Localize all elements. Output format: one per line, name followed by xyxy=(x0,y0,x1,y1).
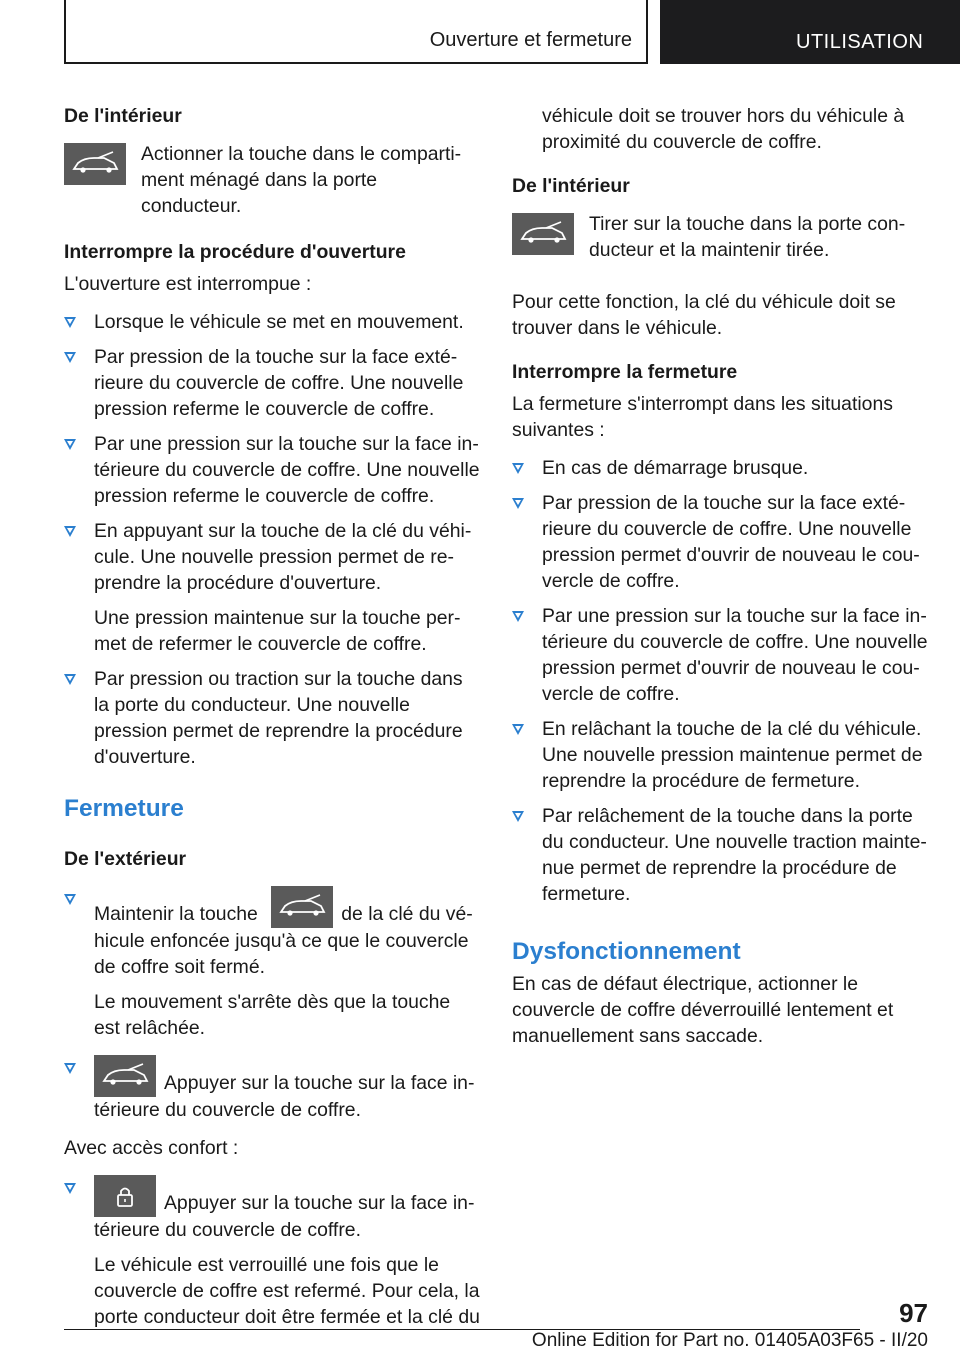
right-column xyxy=(512,103,928,1061)
list-item xyxy=(64,431,480,509)
list-triangle-icon xyxy=(64,674,76,685)
paragraph-dysfonctionnement: En cas de défaut électrique, actionner le couvercle de coffre déverrouillé lentement et manuellement sans saccade. xyxy=(512,973,894,1047)
header-chapter-tab xyxy=(660,0,960,64)
paragraph-fermeture-interrompt: La fermeture s'interrompt dans les situations suivantes : xyxy=(512,393,893,441)
list-triangle-icon xyxy=(64,439,76,450)
list-triangle-icon xyxy=(512,498,524,509)
page-number: 97 xyxy=(899,1298,928,1328)
heading-fermeture: Fermeture xyxy=(64,795,184,822)
car-tailgate-icon xyxy=(271,886,333,928)
list-item-text: En cas de démarrage brusque. xyxy=(542,457,809,479)
list-item-text: Lorsque le véhicule se met en mouvement. xyxy=(94,311,464,333)
list-triangle-icon xyxy=(512,611,524,622)
list-item xyxy=(64,666,480,770)
list-item-continuation: Le véhicule est verrouillé une fois que le couvercle de coffre est refermé. Pour cela, la porte conducteur doit être fermée et la clé du xyxy=(94,1254,480,1328)
list-item xyxy=(512,455,928,481)
list-triangle-icon xyxy=(64,1183,76,1194)
list-triangle-icon xyxy=(512,463,524,474)
paragraph-acces-confort: Avec accès confort : xyxy=(64,1137,239,1159)
list-item-text: Appuyer sur la touche sur la face intérieure du couvercle de coffre. xyxy=(94,1072,475,1121)
list-acces-confort xyxy=(64,1175,480,1330)
list-interruption-ouverture xyxy=(64,309,480,770)
icon-instruction-text: Actionner la touche dans le compartiment ménagé dans la porte conducteur. xyxy=(141,143,462,217)
list-item-text: Par relâchement de la touche dans la porte du conducteur. Une nouvelle traction maintenue permet de reprendre la procédure de fermeture. xyxy=(542,805,927,905)
list-item-text: Par pression ou traction sur la touche dans la porte du conducteur. Une nouvelle pression permet de reprendre la procédure d'ouverture. xyxy=(94,668,463,768)
list-item-text: Appuyer sur la touche sur la face intérieure du couvercle de coffre. xyxy=(94,1192,475,1241)
list-triangle-icon xyxy=(512,811,524,822)
list-item-text: Par une pression sur la touche sur la face intérieure du couvercle de coffre. Une nouvelle pression permet d'ouvrir de nouveau le couvercle de coffre. xyxy=(542,605,928,705)
list-item-text: En relâchant la touche de la clé du véhicule. Une nouvelle pression maintenue permet de reprendre la procédure de fermeture. xyxy=(542,718,923,792)
left-column xyxy=(64,103,480,1342)
icon-instruction xyxy=(64,141,480,219)
list-item xyxy=(64,886,480,1041)
footer-edition: Online Edition for Part no. 01405A03F65 - II/20 xyxy=(531,1330,928,1351)
header-section-title: Ouverture et fermeture xyxy=(429,29,632,51)
paragraph-fonction: Pour cette fonction, la clé du véhicule doit se trouver dans le véhicule. xyxy=(512,291,896,339)
subheading-interieur: De l'intérieur xyxy=(512,175,630,197)
subheading-interieur: De l'intérieur xyxy=(64,105,182,127)
car-tailgate-icon xyxy=(512,213,574,255)
list-fermeture-exterieur xyxy=(64,886,480,1123)
list-item xyxy=(512,603,928,707)
subheading-exterieur: De l'extérieur xyxy=(64,848,187,870)
list-item-text: En appuyant sur la touche de la clé du véhicule. Une nouvelle pression permet de reprendre la procédure d'ouverture. xyxy=(94,520,472,594)
list-item xyxy=(64,309,480,335)
list-triangle-icon xyxy=(64,352,76,363)
list-item-continuation: Une pression maintenue sur la touche permet de refermer le couvercle de coffre. xyxy=(94,607,461,655)
list-triangle-icon xyxy=(64,1063,76,1074)
list-item xyxy=(512,803,928,907)
car-tailgate-icon xyxy=(64,143,126,185)
list-item xyxy=(64,518,480,657)
icon-instruction xyxy=(512,211,928,269)
list-item-text: de la clé du véhicule enfoncée jusqu'à ce que le couvercle de coffre soit fermé. xyxy=(94,903,473,978)
list-item xyxy=(512,716,928,794)
list-item-continuation: Le mouvement s'arrête dès que la touche est relâchée. xyxy=(94,991,451,1039)
car-tailgate-icon xyxy=(94,1055,156,1097)
icon-instruction-text: Tirer sur la touche dans la porte conducteur et la maintenir tirée. xyxy=(589,213,906,261)
list-item-continuation: véhicule doit se trouver hors du véhicule à proximité du couvercle de coffre. xyxy=(542,105,905,153)
heading-dysfonctionnement: Dysfonctionnement xyxy=(512,938,741,965)
list-item-text: Par pression de la touche sur la face extérieure du couvercle de coffre. Une nouvelle pression referme le couvercle de coffre. xyxy=(94,346,464,420)
list-interruption-fermeture xyxy=(512,455,928,907)
header-section-box xyxy=(64,0,648,64)
list-triangle-icon xyxy=(64,526,76,537)
list-item-text: Maintenir la touche xyxy=(94,903,258,925)
list-item xyxy=(64,344,480,422)
list-item xyxy=(64,1055,480,1123)
list-item-text: Par pression de la touche sur la face extérieure du couvercle de coffre. Une nouvelle pression permet d'ouvrir de nouveau le couvercle de coffre. xyxy=(542,492,920,592)
list-triangle-icon xyxy=(64,894,76,905)
list-item-text: Par une pression sur la touche sur la face intérieure du couvercle de coffre. Une nouvelle pression referme le couvercle de coffre. xyxy=(94,433,480,507)
subheading-interrompre-fermeture: Interrompre la fermeture xyxy=(512,361,738,383)
lock-icon xyxy=(94,1175,156,1217)
subheading-interrompre-ouverture: Interrompre la procédure d'ouverture xyxy=(64,241,406,263)
list-item xyxy=(512,490,928,594)
list-triangle-icon xyxy=(512,724,524,735)
list-triangle-icon xyxy=(64,317,76,328)
paragraph-ouverture-interrompue: L'ouverture est interrompue : xyxy=(64,273,312,295)
list-item xyxy=(64,1175,480,1330)
header-chapter-title: UTILISATION xyxy=(796,31,924,53)
